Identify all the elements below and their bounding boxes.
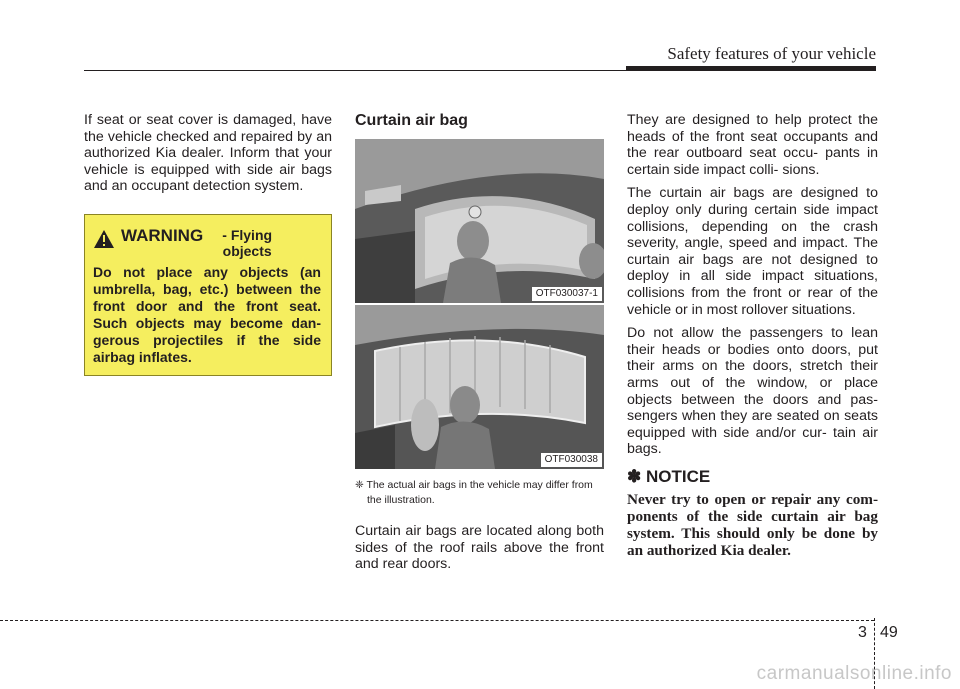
intro-paragraph: If seat or seat cover is damaged, have the vehicle checked and repaired by an authorized Kia dealer. Inform that your vehicle is equipped with side air bags and an occupant detection system. [84, 112, 332, 195]
section-title: Curtain air bag [355, 112, 468, 129]
right-paragraph-1: They are designed to help protect the heads of the front seat occupants and the rear outboard seat occu- pants in certain side impact colli- sions. [627, 112, 878, 178]
curtain-airbag-photo-2 [355, 305, 604, 469]
page-header-title: Safety features of your vehicle [667, 44, 876, 63]
photo-code-1: OTF030037-1 [532, 287, 602, 301]
middle-column [355, 112, 604, 580]
illustration-caption: ❈ The actual air bags in the vehicle may differ from the illustration. [355, 479, 593, 506]
photo-code-2: OTF030038 [541, 453, 602, 467]
curtain-airbag-photo-1 [355, 139, 604, 303]
chapter-number: 3 [858, 624, 867, 641]
car-interior-illustration-2 [355, 305, 604, 469]
warning-body: Do not place any objects (an umbrella, bag, etc.) between the front door and the front seat. Such objects may become dan- gerous projectiles if the side airbag inflates. [93, 264, 321, 365]
watermark-text: carmanualsonline.info [756, 663, 952, 684]
car-interior-illustration-1 [355, 139, 604, 303]
curtain-airbag-body: Curtain air bags are located along both sides of the roof rails above the front and rear doors. [355, 523, 604, 573]
notice-body: Never try to open or repair any com- ponents of the side curtain air bag system. This should only be done by an authorized Kia dealer. [627, 491, 878, 560]
notice-title: ✽ NOTICE [627, 466, 711, 486]
right-column [627, 112, 878, 559]
warning-box [84, 214, 332, 376]
footer-dashed-rule [0, 620, 874, 621]
header-rule [84, 70, 876, 71]
warning-header [93, 227, 321, 259]
right-paragraph-2: The curtain air bags are designed to deploy only during certain side impact collisions, depending on the crash severity, angle, speed and impact. The curtain air bags are not designed to deploy in all side impact situations, collisions from the front or rear of the vehicle or in most rollover situations. [627, 185, 878, 318]
page-number: 49 [880, 624, 898, 641]
warning-triangle-icon [93, 229, 115, 249]
warning-label: WARNING [121, 226, 204, 245]
left-column [84, 112, 332, 202]
right-paragraph-3: Do not allow the passengers to lean their heads or bodies onto doors, put their arms on the doors, stretch their arms out of the window, or place objects between the doors and pas- sengers when they are seated on seats equipped with side and/or cur- tain air bags. [627, 325, 878, 458]
warning-subtitle: - Flying objects [222, 227, 273, 259]
